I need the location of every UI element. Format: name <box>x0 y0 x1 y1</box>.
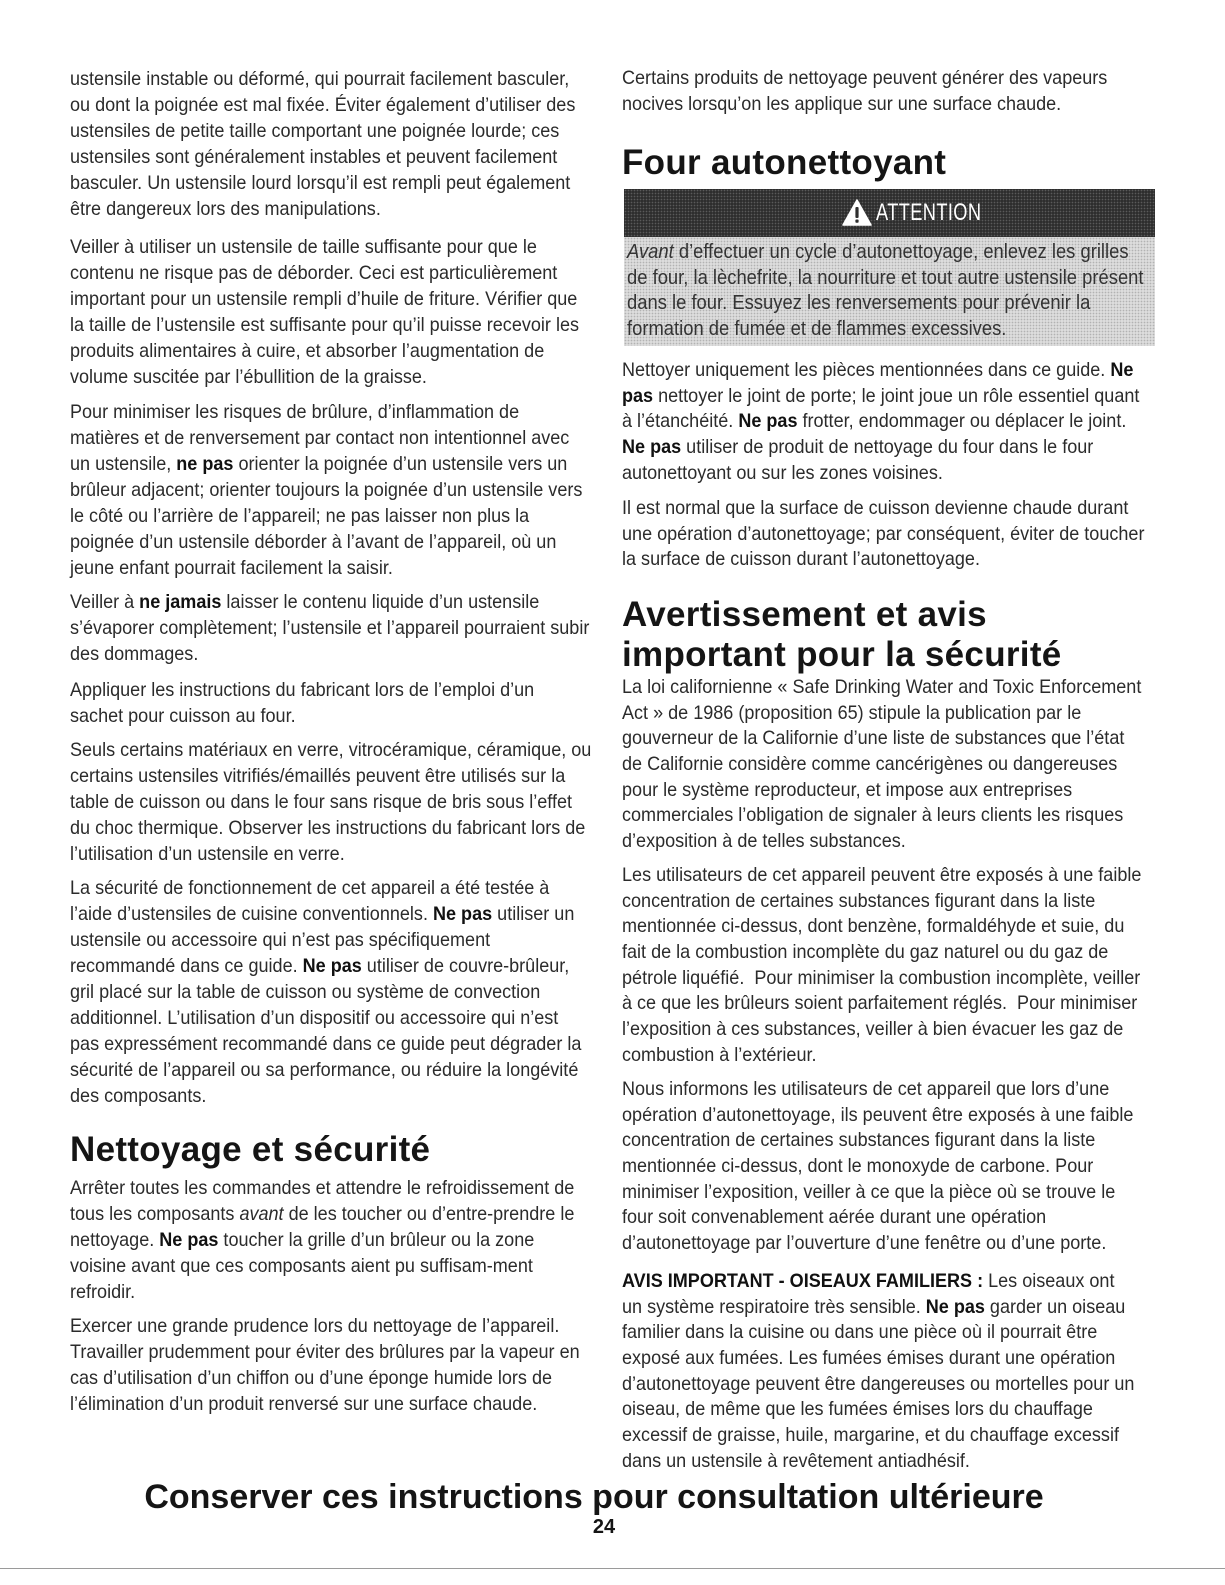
text-line: minimiser l’exposition, veiller à ce que la pièce où se trouve le <box>622 1180 1116 1203</box>
text-line: ou dont la poignée est mal fixée. Éviter également d’utiliser des <box>70 94 576 116</box>
bold-text: Ne <box>1110 359 1134 381</box>
text-run: recommandé dans ce guide. <box>70 955 303 977</box>
text-line: de four, la lèchefrite, la nourriture et tout autre ustensile présent <box>627 266 1144 289</box>
text-line: formation de fumée et de flammes excessives. <box>627 318 1007 341</box>
text-line: refroidir. <box>70 1281 136 1303</box>
text-line: volume suscitée par l’ébullition de la graisse. <box>70 366 427 388</box>
section-heading-safety-notice <box>622 595 1062 675</box>
text-line <box>622 1295 1159 1321</box>
text-line <box>622 358 1159 384</box>
section-heading-cleaning-safety: Nettoyage et sécurité <box>70 1130 431 1169</box>
text-line: des composants. <box>70 1085 207 1107</box>
text-line: ustensiles sont généralement instables et peuvent facilement <box>70 146 558 168</box>
text-run: orienter la poignée d’un ustensile vers un <box>233 453 568 475</box>
text-line <box>70 451 607 477</box>
text-line <box>70 589 607 615</box>
attention-body <box>624 237 1155 346</box>
text-line: l’exposition à ces substances, veiller à bien évacuer les gaz de <box>622 1018 1124 1041</box>
text-line: dans le four. Essuyez les renversements pour prévenir la <box>627 292 1091 315</box>
text-line <box>622 384 1159 410</box>
text-run: garder un oiseau <box>984 1295 1126 1318</box>
text-run: un ustensile, <box>70 453 177 475</box>
text-line: poignée d’un ustensile déborder à l’avant de l’appareil, où un <box>70 531 557 553</box>
paragraph-combustion-exposure <box>622 863 1159 1069</box>
text-run: nettoyer le joint de porte; le joint joue un rôle essentiel quant <box>653 384 1140 407</box>
text-line: pas expressément recommandé dans ce guide peut dégrader la <box>70 1033 582 1055</box>
text-line: four soit convenablement aérée durant une opération <box>622 1206 1047 1229</box>
paragraph-handle-orientation <box>70 399 607 581</box>
text-line: fait de la combustion incomplète du gaz naturel ou du gaz de <box>622 941 1109 964</box>
text-line: dans un ustensile à revêtement antiadhésif. <box>622 1449 970 1472</box>
text-line: concentration de certaines substances figurant dans la liste <box>622 889 1096 912</box>
text-run: laisser le contenu liquide d’un ustensile <box>221 591 540 613</box>
text-run: un système respiratoire très sensible. <box>622 1295 926 1318</box>
heading-line: Avertissement et avis <box>622 595 987 634</box>
text-line <box>70 1227 607 1253</box>
text-line <box>70 901 607 927</box>
text-line: autonettoyant ou sur les zones voisines. <box>622 461 943 484</box>
text-line: Les utilisateurs de cet appareil peuvent être exposés à une faible <box>622 864 1142 886</box>
text-line <box>627 240 1155 266</box>
text-line: ustensiles de petite taille comportant une poignée lourde; ces <box>70 120 560 142</box>
paragraph-proposition-65 <box>622 675 1159 855</box>
page-number: 24 <box>592 1516 616 1538</box>
text-line <box>622 409 1159 435</box>
text-run: toucher la grille d’un brûleur ou la zone <box>218 1229 535 1251</box>
text-line: additionnel. L’utilisation d’un dispositif ou accessoire qui n’est <box>70 1007 559 1029</box>
paragraph-oven-bag <box>70 677 607 729</box>
text-line: gril placé sur la table de cuisson ou système de convection <box>70 981 541 1003</box>
text-run: nettoyage. <box>70 1229 160 1251</box>
text-line: Nous informons les utilisateurs de cet appareil que lors d’une <box>622 1078 1110 1100</box>
text-line: table de cuisson ou dans le four sans risque de bris sous l’effet <box>70 791 573 813</box>
text-line: produits alimentaires à cuire, et absorber l’augmentation de <box>70 340 545 362</box>
text-line: d’autonettoyage peuvent être dangereuses ou mortelles pour un <box>622 1372 1135 1395</box>
text-line: l’élimination d’un produit renversé sur une surface chaude. <box>70 1393 538 1415</box>
text-run: utiliser de couvre-brûleur, <box>361 955 570 977</box>
text-line: être dangereux lors des manipulations. <box>70 198 381 220</box>
footer-note: Conserver ces instructions pour consultation ultérieure <box>144 1478 1044 1516</box>
text-line: cas d’utilisation d’un chiffon ou d’une éponge humide lors de <box>70 1367 553 1389</box>
heading-line: important pour la sécurité <box>622 635 1062 674</box>
attention-box <box>624 189 1155 346</box>
text-line: le côté ou l’arrière de l’appareil; ne pas laisser non plus la <box>70 505 530 527</box>
text-line: important pour un ustensile rempli d’huile de friture. Vérifier que <box>70 288 578 310</box>
bold-text: Ne pas <box>302 955 362 977</box>
text-line: pour le système reproducteur, et impose aux entreprises <box>622 778 1073 801</box>
text-line <box>70 953 607 979</box>
text-line: combustion à l’extérieur. <box>622 1043 817 1066</box>
text-line: des dommages. <box>70 643 199 665</box>
paragraph-cleaning-caution <box>70 1313 607 1417</box>
text-run: à l’étanchéité. <box>622 410 739 433</box>
text-line: Veiller à utiliser un ustensile de taille suffisante pour que le <box>70 236 537 258</box>
text-line: matières et de renversement par contact non intentionnel avec <box>70 427 570 449</box>
text-run: frotter, endommager ou déplacer le joint. <box>797 410 1127 433</box>
text-run: l’aide d’ustensiles de cuisine conventionnels. <box>70 903 433 925</box>
text-line <box>622 1269 1159 1295</box>
paragraph-self-clean-parts <box>622 358 1159 486</box>
text-line: une opération d’autonettoyage; par conséquent, éviter de toucher <box>622 522 1145 545</box>
text-line: La loi californienne « Safe Drinking Water and Toxic Enforcement <box>622 676 1142 698</box>
text-line: gouverneur de la Californie d’une liste de substances que l’état <box>622 727 1125 750</box>
bold-text: AVIS IMPORTANT - OISEAUX FAMILIERS : <box>622 1270 984 1292</box>
text-line: exposé aux fumées. Les fumées émises durant une opération <box>622 1347 1116 1370</box>
paragraph-glass-cookware <box>70 737 607 867</box>
warning-triangle-icon <box>842 199 872 226</box>
section-heading-self-clean: Four autonettoyant <box>622 143 947 182</box>
text-line: Act » de 1986 (proposition 65) stipule la publication par le <box>622 701 1082 724</box>
bold-text: Ne pas <box>159 1229 219 1251</box>
text-run: de les toucher ou d’entre-prendre le <box>283 1203 575 1225</box>
text-line: mentionnée ci-dessus, dont benzène, formaldéhyde et suie, du <box>622 915 1125 938</box>
bold-text: Ne pas <box>432 903 493 925</box>
text-line: Exercer une grande prudence lors du nettoyage de l’appareil. <box>70 1315 560 1337</box>
text-line: commerciales l’obligation de signaler à leurs clients les risques <box>622 804 1124 827</box>
paragraph-unstable-cookware <box>70 66 607 222</box>
text-line: La sécurité de fonctionnement de cet appareil a été testée à <box>70 877 550 899</box>
text-line: du choc thermique. Observer les instructions du fabricant lors de <box>70 817 586 839</box>
text-line: ustensile ou accessoire qui n’est pas spécifiquement <box>70 929 491 951</box>
text-line: concentration de certaines substances figurant dans la liste <box>622 1129 1096 1152</box>
bold-text: Ne pas <box>738 410 798 433</box>
text-line: la surface de cuisson durant l’autonettoyage. <box>622 548 980 571</box>
attention-label: ATTENTION <box>876 199 982 226</box>
text-line: ustensile instable ou déformé, qui pourrait facilement basculer, <box>70 68 570 90</box>
text-line: Seuls certains matériaux en verre, vitrocéramique, céramique, ou <box>70 739 592 761</box>
text-run: Nettoyer uniquement les pièces mentionnées dans ce guide. <box>622 359 1111 381</box>
text-line: d’exposition à de telles substances. <box>622 830 906 853</box>
text-line: Appliquer les instructions du fabricant lors de l’emploi d’un <box>70 679 535 701</box>
text-line: à ce que les brûleurs soient parfaitement réglés. Pour minimiser <box>622 992 1138 1015</box>
text-line: Certains produits de nettoyage peuvent générer des vapeurs <box>622 67 1108 89</box>
text-line: l’utilisation d’un ustensile en verre. <box>70 843 345 865</box>
bold-text: Ne pas <box>925 1295 985 1318</box>
text-line: s’évaporer complètement; l’ustensile et l’appareil pourraient subir <box>70 617 590 639</box>
bottom-divider <box>0 1568 1225 1569</box>
text-line: Pour minimiser les risques de brûlure, d’inflammation de <box>70 401 520 423</box>
text-line: Il est normal que la surface de cuisson devienne chaude durant <box>622 497 1129 519</box>
text-line: mentionnée ci-dessus, dont le monoxyde de carbone. Pour <box>622 1155 1094 1178</box>
text-run: Veiller à <box>70 591 140 613</box>
text-run: utiliser de produit de nettoyage du four dans le four <box>681 436 1094 459</box>
text-line: oiseau, de même que les fumées émises lors du chauffage <box>622 1398 1093 1421</box>
text-run: tous les composants <box>70 1203 240 1225</box>
text-line: jeune enfant pourrait facilement la saisir. <box>70 557 393 579</box>
text-line: familier dans la cuisine ou dans une pièce où il pourrait être <box>622 1321 1098 1344</box>
text-line: la taille de l’ustensile est suffisante pour qu’il puisse recevoir les <box>70 314 579 336</box>
text-run: utiliser un <box>492 903 575 925</box>
paragraph-cooktop-hot <box>622 496 1159 573</box>
text-line: contenu ne risque pas de déborder. Ceci est particulièrement <box>70 262 558 284</box>
attention-text <box>627 240 1155 343</box>
text-line: certains ustensiles vitrifiés/émaillés peuvent être utilisés sur la <box>70 765 566 787</box>
text-line: Travailler prudemment pour éviter des brûlures par la vapeur en <box>70 1341 580 1363</box>
text-line <box>622 435 1159 461</box>
attention-header <box>624 189 1155 237</box>
paragraph-self-clean-exposure <box>622 1077 1159 1257</box>
text-line: brûleur adjacent; orienter toujours la poignée d’un ustensile vers <box>70 479 583 501</box>
paragraph-cleaning-vapors <box>622 66 1159 117</box>
text-line: de Californie considère comme cancérigènes ou dangereuses <box>622 753 1118 776</box>
paragraph-cooldown <box>70 1175 607 1305</box>
text-line <box>70 1201 607 1227</box>
bold-text: ne jamais <box>139 591 222 613</box>
text-line: Arrêter toutes les commandes et attendre le refroidissement de <box>70 1177 575 1199</box>
text-run: Les oiseaux ont <box>983 1270 1115 1292</box>
paragraph-cookware-size <box>70 234 607 390</box>
text-line: sachet pour cuisson au four. <box>70 705 296 727</box>
paragraph-evaporation <box>70 589 607 667</box>
paragraph-conventional-utensils <box>70 875 607 1109</box>
bold-text: pas <box>622 384 654 407</box>
bold-text: Ne pas <box>622 436 682 459</box>
text-line: sécurité de l’appareil ou sa performance, ou réduire la longévité <box>70 1059 579 1081</box>
text-line: basculer. Un ustensile lourd lorsqu’il est rempli peut également <box>70 172 571 194</box>
italic-text: Avant <box>627 241 674 263</box>
paragraph-pet-birds <box>622 1269 1159 1475</box>
text-run: d’effectuer un cycle d’autonettoyage, enlevez les grilles <box>673 241 1129 263</box>
text-line: d’autonettoyage par l’ouverture d’une fenêtre ou d’une porte. <box>622 1232 1107 1255</box>
text-line: opération d’autonettoyage, ils peuvent être exposés à une faible <box>622 1103 1134 1126</box>
text-line: excessif de graisse, huile, margarine, et du chauffage excessif <box>622 1424 1119 1447</box>
text-line: nocives lorsqu’on les applique sur une surface chaude. <box>622 92 1062 115</box>
text-line: pétrole liquéfié. Pour minimiser la combustion incomplète, veiller <box>622 966 1141 989</box>
text-line: voisine avant que ces composants aient pu suffisam-ment <box>70 1255 533 1277</box>
bold-text: ne pas <box>176 453 234 475</box>
italic-text: avant <box>239 1203 284 1225</box>
